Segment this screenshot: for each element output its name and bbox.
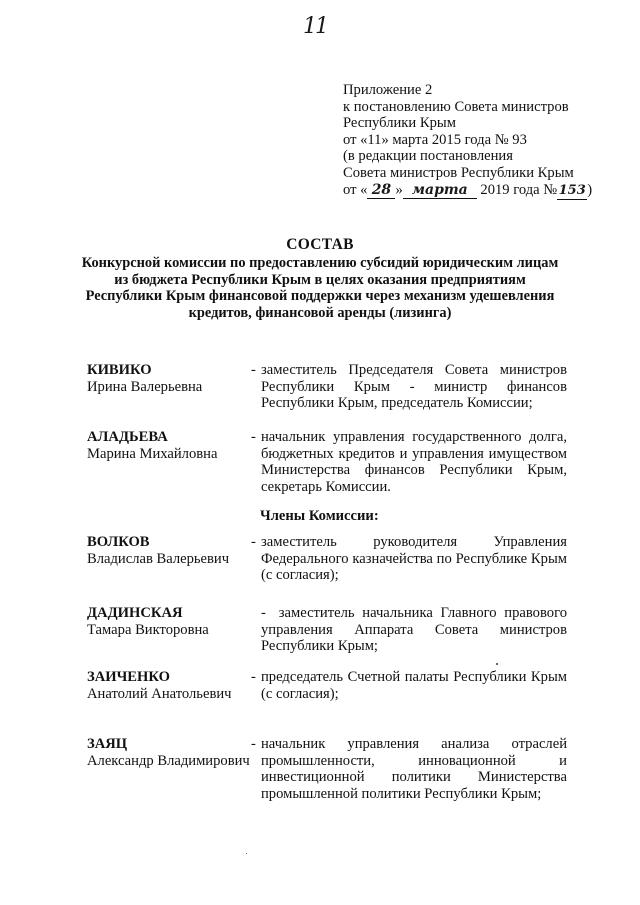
appendix-line-7: [343, 182, 593, 201]
member-person: [87, 534, 262, 567]
member-role: [251, 669, 567, 702]
members-heading: Члены Комиссии:: [260, 508, 379, 524]
member-given-name: Ирина Валерьевна: [87, 378, 203, 395]
appendix-date-suffix: ): [587, 181, 593, 198]
member-role: [251, 362, 567, 412]
document-subtitle: [60, 255, 580, 321]
title-block: [60, 236, 580, 321]
member-given-name: Марина Михайловна: [87, 445, 218, 462]
page-number: 11: [303, 14, 327, 39]
member-surname: ДАДИНСКАЯ: [87, 605, 183, 621]
member-given-name: Тамара Викторовна: [87, 621, 209, 638]
appendix-line-2: к постановлению Совета министров: [343, 98, 569, 115]
document-title: СОСТАВ: [286, 236, 354, 253]
member-given-name: Анатолий Анатольевич: [87, 685, 232, 702]
member-role: [251, 736, 567, 802]
role-text: заместитель руководителя Управления Федерального казначейства по Республике Крым (с согласия);: [261, 534, 567, 584]
appendix-date-middle: 2019 года №: [480, 181, 558, 198]
member-person: [87, 429, 262, 462]
subtitle-line: Конкурсной комиссии по предоставлению субсидий юридическим лицам: [81, 255, 559, 271]
scan-speck: [246, 853, 247, 854]
appendix-line-4: от «11» марта 2015 года № 93: [343, 131, 527, 148]
scan-speck: [496, 663, 498, 665]
subtitle-line: кредитов, финансовой аренды (лизинга): [188, 304, 452, 321]
handwritten-day: 28: [367, 182, 395, 200]
role-dash: -: [251, 429, 256, 445]
appendix-line-5: (в редакции постановления: [343, 148, 513, 165]
appendix-block: [343, 82, 593, 200]
member-surname: ЗАИЧЕНКО: [87, 669, 170, 685]
appendix-line-3: Республики Крым: [343, 115, 456, 132]
subtitle-line: из бюджета Республики Крым в целях оказания предприятиям: [114, 271, 526, 288]
role-text: председатель Счетной палаты Республики Крым (с согласия);: [261, 669, 567, 702]
role-text: заместитель начальника Главного правового управления Аппарата Совета министров Республики Крым;: [261, 605, 567, 655]
member-role: [261, 605, 567, 655]
appendix-date-prefix: от «: [343, 181, 368, 198]
member-surname: КИВИКО: [87, 362, 152, 378]
role-dash: -: [261, 605, 266, 621]
subtitle-line: Республики Крым финансовой поддержки через механизм удешевления: [85, 288, 555, 305]
member-surname: ВОЛКОВ: [87, 534, 150, 550]
role-text: начальник управления анализа отраслей промышленности, инновационной и инвестиционной политики Министерства промышленной политики Республики Крым;: [261, 736, 567, 802]
member-given-name: Владислав Валерьевич: [87, 550, 230, 567]
role-dash: -: [251, 534, 256, 550]
member-person: [87, 736, 262, 769]
appendix-line-1: Приложение 2: [343, 82, 433, 98]
member-person: [87, 669, 262, 702]
member-person: [87, 362, 262, 395]
member-role: [251, 534, 567, 584]
member-role: [251, 429, 567, 495]
role-dash: -: [251, 669, 256, 685]
appendix-date-separator: »: [395, 181, 403, 198]
role-dash: -: [251, 362, 256, 378]
member-given-name: Александр Владимирович: [87, 752, 250, 769]
appendix-line-6: Совета министров Республики Крым: [343, 164, 574, 181]
handwritten-number: 153: [557, 183, 587, 201]
role-text: начальник управления государственного долга, бюджетных кредитов и управления имуществом Министерства финансов Республики Крым, секретарь Комиссии.: [261, 429, 567, 495]
role-dash: -: [251, 736, 256, 752]
role-text: заместитель Председателя Совета министров Республики Крым - министр финансов Республики Крым, председатель Комиссии;: [261, 362, 567, 412]
member-person: [87, 605, 262, 638]
member-surname: АЛАДЬЕВА: [87, 429, 168, 445]
handwritten-month: марта: [403, 182, 477, 200]
member-surname: ЗАЯЦ: [87, 736, 128, 752]
